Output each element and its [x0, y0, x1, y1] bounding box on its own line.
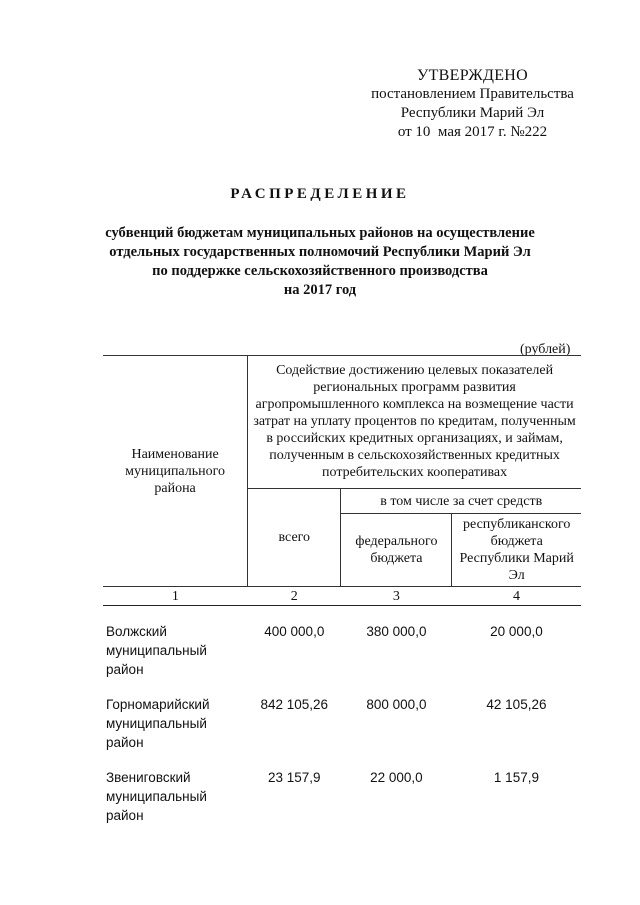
approval-line-3: Республики Марий Эл — [400, 105, 545, 121]
subtitle-line-3: по поддержке сельскохозяйственного производства — [152, 263, 488, 279]
federal-value: 380 000,0 — [366, 624, 427, 639]
units-label: (рублей) — [520, 342, 571, 357]
approval-date: от 10 мая 2017 г. №222 — [397, 124, 548, 140]
header-total: всего — [248, 489, 341, 587]
republic-value: 20 000,0 — [490, 624, 543, 639]
header-federal: федерального бюджета — [341, 514, 452, 587]
district-name: Горномарийский муниципальный район — [106, 697, 210, 750]
approval-line-2: постановлением Правительства — [371, 86, 574, 102]
document-subtitle — [90, 224, 550, 300]
header-including: в том числе за счет средств — [341, 489, 581, 514]
republic-value: 1 157,9 — [493, 770, 539, 785]
header-main-subsidy: Содействие достижению целевых показателей региональных программ развития агропромышленного комплекса на возмещение части затрат на уплату процентов по кредитам, полученным в российских кредитных организациях, и займам, полученным в сельскохозяйственных кредитных потребительских кооперативах — [248, 356, 581, 489]
column-numbers-row — [103, 587, 581, 606]
document-title: РАСПРЕДЕЛЕНИЕ — [230, 186, 410, 202]
federal-value: 800 000,0 — [366, 697, 427, 712]
total-value: 23 157,9 — [268, 770, 321, 785]
district-name: Волжский муниципальный район — [106, 624, 207, 677]
federal-value: 22 000,0 — [370, 770, 423, 785]
table-row — [103, 606, 581, 680]
table-row — [103, 679, 581, 752]
approval-block — [360, 66, 585, 142]
subtitle-line-2: отдельных государственных полномочий Республики Марий Эл — [109, 244, 531, 260]
subtitle-line-4: на 2017 год — [283, 282, 357, 298]
header-district-name: Наименование муниципального района — [103, 356, 248, 587]
column-number: 4 — [452, 587, 581, 606]
column-number: 1 — [103, 587, 248, 606]
table-row — [103, 752, 581, 825]
header-republic: республиканского бюджета Республики Марий Эл — [452, 514, 581, 587]
approval-heading: УТВЕРЖДЕНО — [416, 67, 528, 84]
column-number: 2 — [248, 587, 341, 606]
subtitle-line-1: субвенций бюджетам муниципальных районов на осуществление — [105, 225, 535, 241]
column-number: 3 — [341, 587, 452, 606]
total-value: 842 105,26 — [260, 697, 329, 712]
distribution-table — [103, 355, 581, 825]
district-name: Звениговский муниципальный район — [106, 770, 207, 823]
republic-value: 42 105,26 — [486, 697, 547, 712]
total-value: 400 000,0 — [264, 624, 325, 639]
